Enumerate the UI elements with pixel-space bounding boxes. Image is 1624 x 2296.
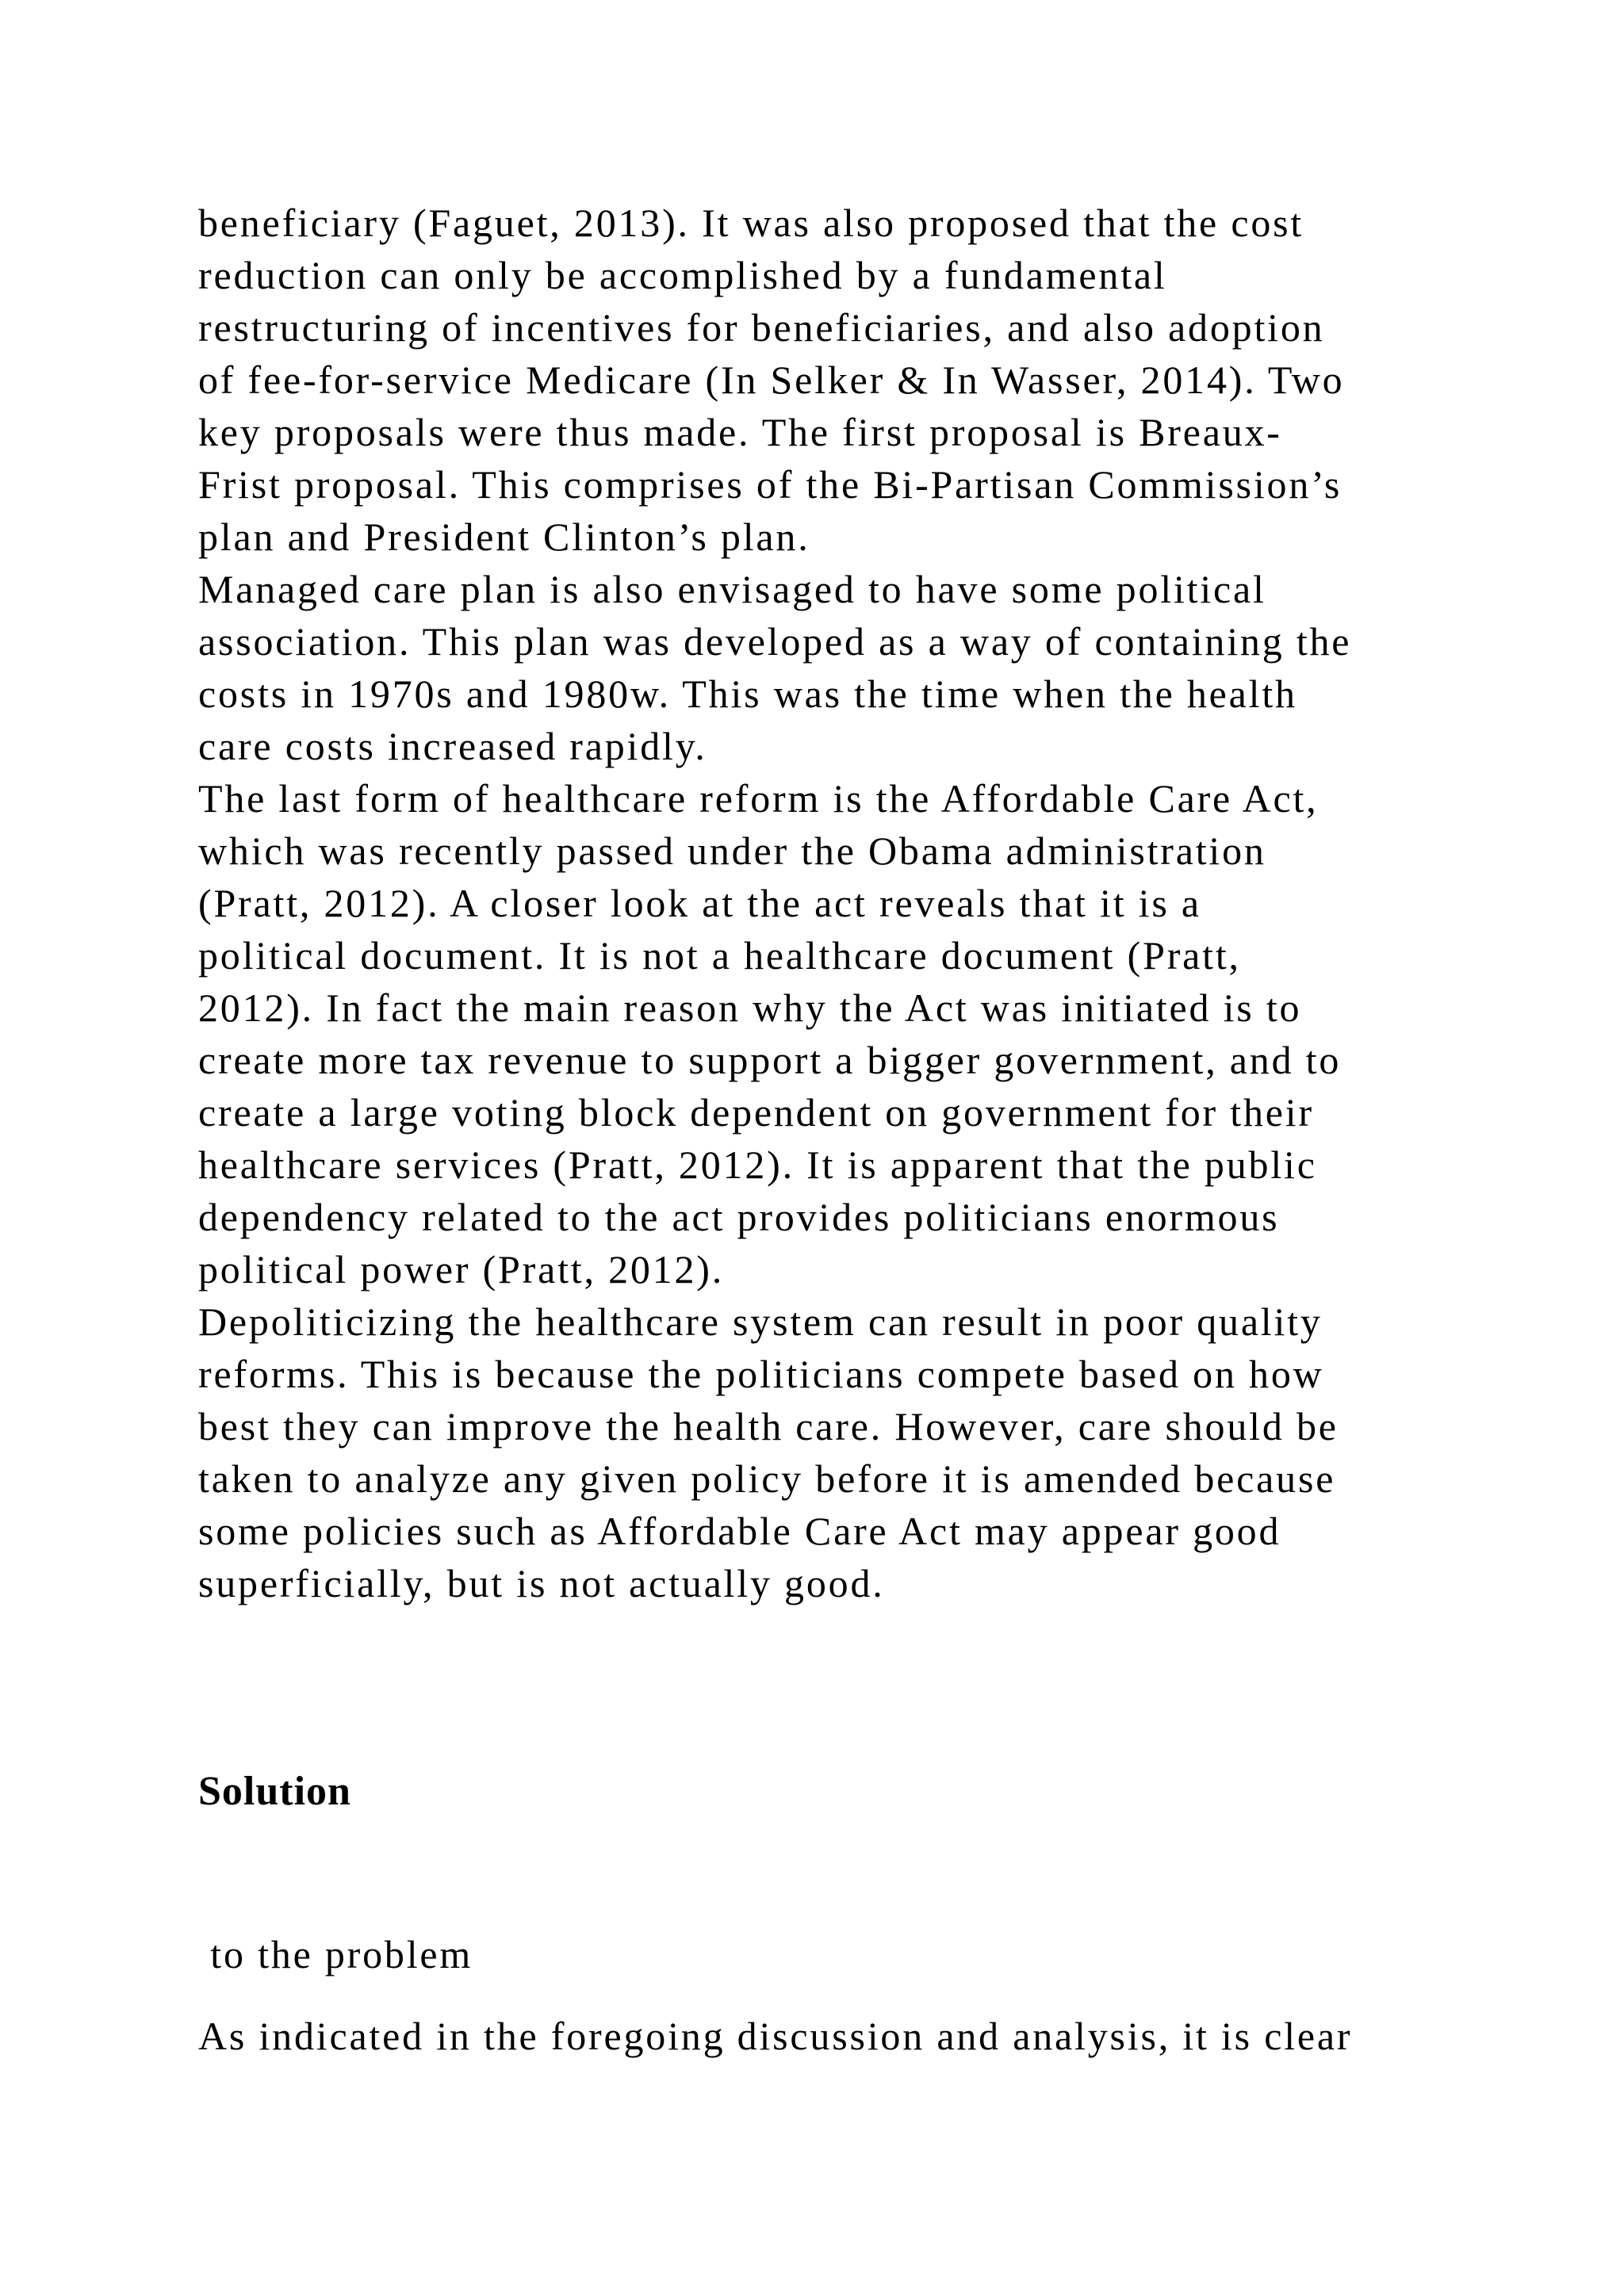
body-line: which was recently passed under the Obama administration xyxy=(198,828,1266,873)
body-line: superficially, but is not actually good. xyxy=(198,1561,885,1605)
body-line: create a large voting block dependent on government for their xyxy=(198,1090,1314,1135)
body-line: taken to analyze any given policy before it is amended because xyxy=(198,1456,1336,1501)
body-line: Frist proposal. This comprises of the Bi-Partisan Commission’s xyxy=(198,462,1342,507)
body-line: 2012). In fact the main reason why the Act was initiated is to xyxy=(198,985,1302,1030)
body-line: reduction can only be accomplished by a fundamental xyxy=(198,253,1167,297)
subheading-line: to the problem xyxy=(198,1932,473,1976)
body-line: The last form of healthcare reform is the Affordable Care Act, xyxy=(198,776,1319,821)
body-line: beneficiary (Faguet, 2013). It was also proposed that the cost xyxy=(198,201,1304,245)
body-line: plan and President Clinton’s plan. xyxy=(198,515,810,559)
body-line: association. This plan was developed as a way of containing the xyxy=(198,619,1352,664)
body-line: (Pratt, 2012). A closer look at the act reveals that it is a xyxy=(198,881,1201,925)
body-line: healthcare services (Pratt, 2012). It is apparent that the public xyxy=(198,1142,1317,1187)
body-line: reforms. This is because the politicians compete based on how xyxy=(198,1352,1324,1396)
body-line: political document. It is not a healthcare document (Pratt, xyxy=(198,933,1241,978)
body-line: key proposals were thus made. The first proposal is Breaux- xyxy=(198,410,1282,454)
body-line: Depoliticizing the healthcare system can result in poor quality xyxy=(198,1299,1323,1344)
body-line: dependency related to the act provides politicians enormous xyxy=(198,1195,1280,1239)
body-line: costs in 1970s and 1980w. This was the time when the health xyxy=(198,672,1297,716)
body-line: best they can improve the health care. However, care should be xyxy=(198,1404,1339,1448)
body-line: some policies such as Affordable Care Act may appear good xyxy=(198,1509,1281,1553)
section-heading: Solution xyxy=(198,1769,351,1814)
body-line: As indicated in the foregoing discussion and analysis, it is clear xyxy=(198,2014,1353,2058)
body-line: restructuring of incentives for beneficiaries, and also adoption xyxy=(198,305,1325,350)
body-line: Managed care plan is also envisaged to have some political xyxy=(198,567,1266,611)
body-line: care costs increased rapidly. xyxy=(198,724,707,768)
body-line: create more tax revenue to support a bigger government, and to xyxy=(198,1038,1342,1082)
body-line: political power (Pratt, 2012). xyxy=(198,1247,725,1292)
body-line: of fee-for-service Medicare (In Selker & In Wasser, 2014). Two xyxy=(198,358,1345,402)
